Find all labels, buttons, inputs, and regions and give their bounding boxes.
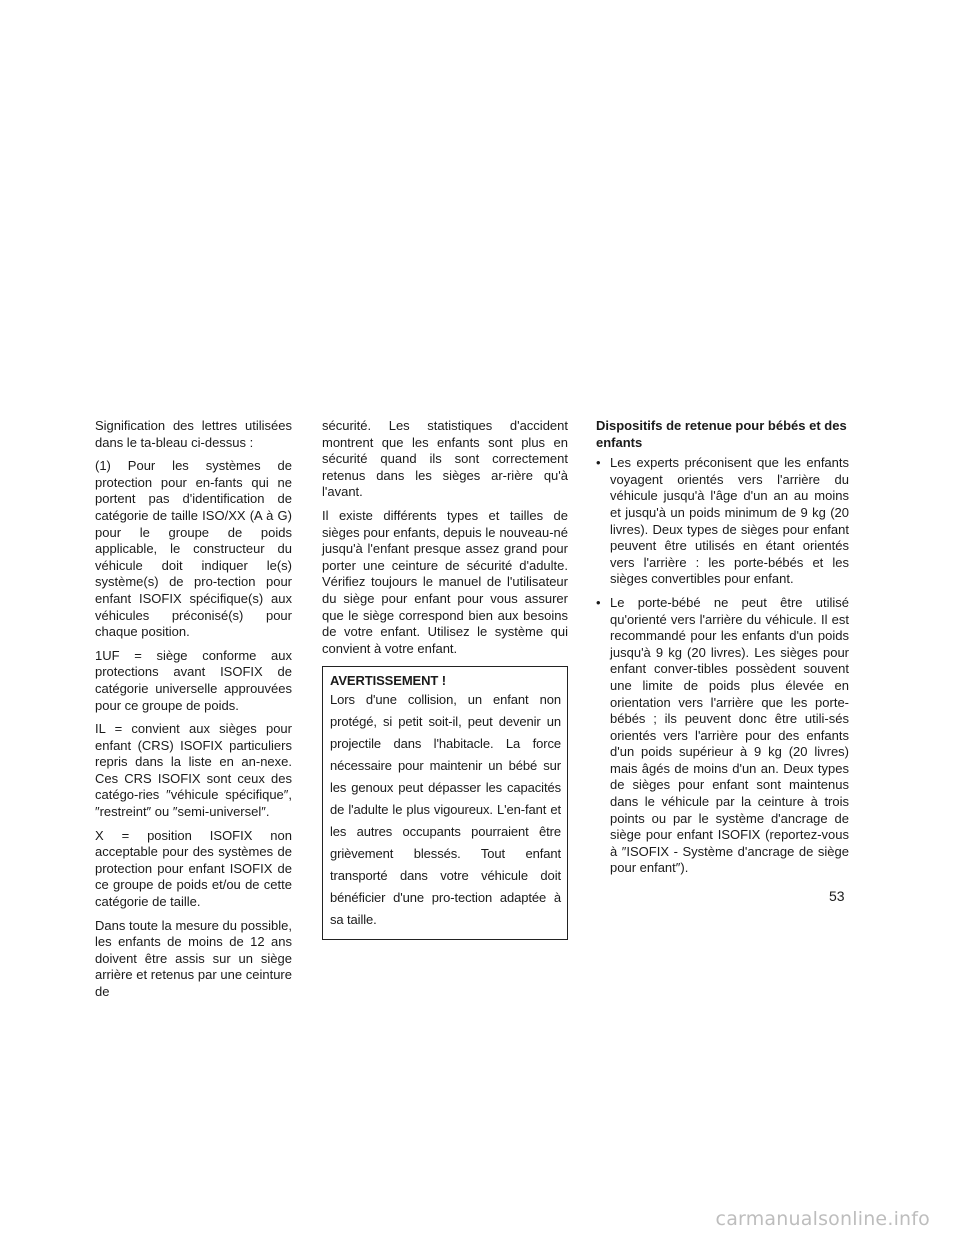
text-column-left <box>95 418 292 1008</box>
section-title: Dispositifs de retenue pour bébés et des enfants <box>596 418 847 450</box>
paragraph-il: IL = convient aux sièges pour enfant (CRS) ISOFIX particuliers repris dans la liste en an-nexe. Ces CRS ISOFIX sont ceux des catégo-ries ″véhicule spécifique″, ″restreint″ ou ″semi-universel″. <box>95 721 292 820</box>
bullet-list <box>596 455 849 877</box>
warning-box <box>322 666 568 940</box>
list-item <box>596 455 849 588</box>
page-number: 53 <box>829 888 845 904</box>
paragraph-x: X = position ISOFIX non acceptable pour des systèmes de protection pour enfant ISOFIX de ce groupe de poids et/ou de cette catégorie de taille. <box>95 827 292 910</box>
bullet-icon: • <box>596 455 601 471</box>
paragraph-children-rear: Dans toute la mesure du possible, les enfants de moins de 12 ans doivent être assis sur un siège arrière et retenus par une ceinture de <box>95 917 292 999</box>
paragraph-letters-meaning: Signification des lettres utilisées dans le ta-bleau ci-dessus : <box>95 418 292 450</box>
paragraph-statistics: sécurité. Les statistiques d'accident montrent que les enfants sont plus en sécurité quand ils sont correctement retenus dans les sièges ar-rière qu'à l'avant. <box>322 418 568 500</box>
list-item-text: Le porte-bébé ne peut être utilisé qu'orienté vers l'arrière du véhicule. Il est recommandé pour les enfants d'un poids jusqu'à 9 kg (20 livres). Les sièges pour enfant conver-tibles possèdent souvent une limite de poids plus élevée en orientation vers l'arrière que les porte-bébés ; ils peuvent donc être utili-sés orientés vers l'arrière pour des enfants d'un poids supérieur à 9 kg (20 livres) mais âgés de moins d'un an. Deux types de sièges pour enfant sont maintenus dans le véhicule par la ceinture à trois points ou par le système d'ancrage de siège pour enfant ISOFIX (reportez-vous à ″ISOFIX - Système d'ancrage de siège pour enfant″). <box>610 594 849 876</box>
paragraph-1uf: 1UF = siège conforme aux protections avant ISOFIX de catégorie universelle approuvées pour ce groupe de poids. <box>95 647 292 713</box>
paragraph-note-1: (1) Pour les systèmes de protection pour en-fants qui ne portent pas d'identification de catégorie de taille ISO/XX (A à G) pour le groupe de poids applicable, le constructeur du véhicule doit indiquer le(s) système(s) de pro-tection pour enfant ISOFIX spécifique(s) aux véhicules préconisé(s) pour chaque position. <box>95 458 292 640</box>
text-column-right <box>596 418 849 884</box>
warning-body: Lors d'une collision, un enfant non protégé, si petit soit-il, peut devenir un projectile dans l'habitacle. La force nécessaire pour maintenir un bébé sur les genoux peut dépasser les capacités de l'adulte le plus vigoureux. L'en-fant et les autres occupants pourraient être grièvement blessés. Tout enfant transporté dans votre véhicule doit bénéficier d'une pro-tection adaptée à sa taille. <box>330 692 561 928</box>
list-item-text: Les experts préconisent que les enfants voyagent orientés vers l'arrière du véhicule jusqu'à l'âge d'un an au moins et jusqu'à un poids minimum de 9 kg (20 livres). Deux types de sièges pour enfant peuvent être utilisés en étant orientés vers l'arrière : les porte-bébés et les sièges convertibles pour enfant. <box>610 455 849 587</box>
bullet-icon: • <box>596 594 601 610</box>
watermark: carmanualsonline.info <box>715 1208 930 1230</box>
list-item <box>596 595 849 877</box>
warning-title: AVERTISSEMENT ! <box>330 673 446 689</box>
paragraph-seat-types: Il existe différents types et tailles de sièges pour enfants, depuis le nouveau-né jusqu'à l'enfant presque assez grand pour porter une ceinture de sécurité d'adulte. Vérifiez toujours le manuel de l'utilisateur du siège pour enfant pour vous assurer que le siège correspond bien aux besoins de votre enfant. Utilisez le système qui convient à votre enfant. <box>322 507 568 656</box>
text-column-middle <box>322 418 568 940</box>
